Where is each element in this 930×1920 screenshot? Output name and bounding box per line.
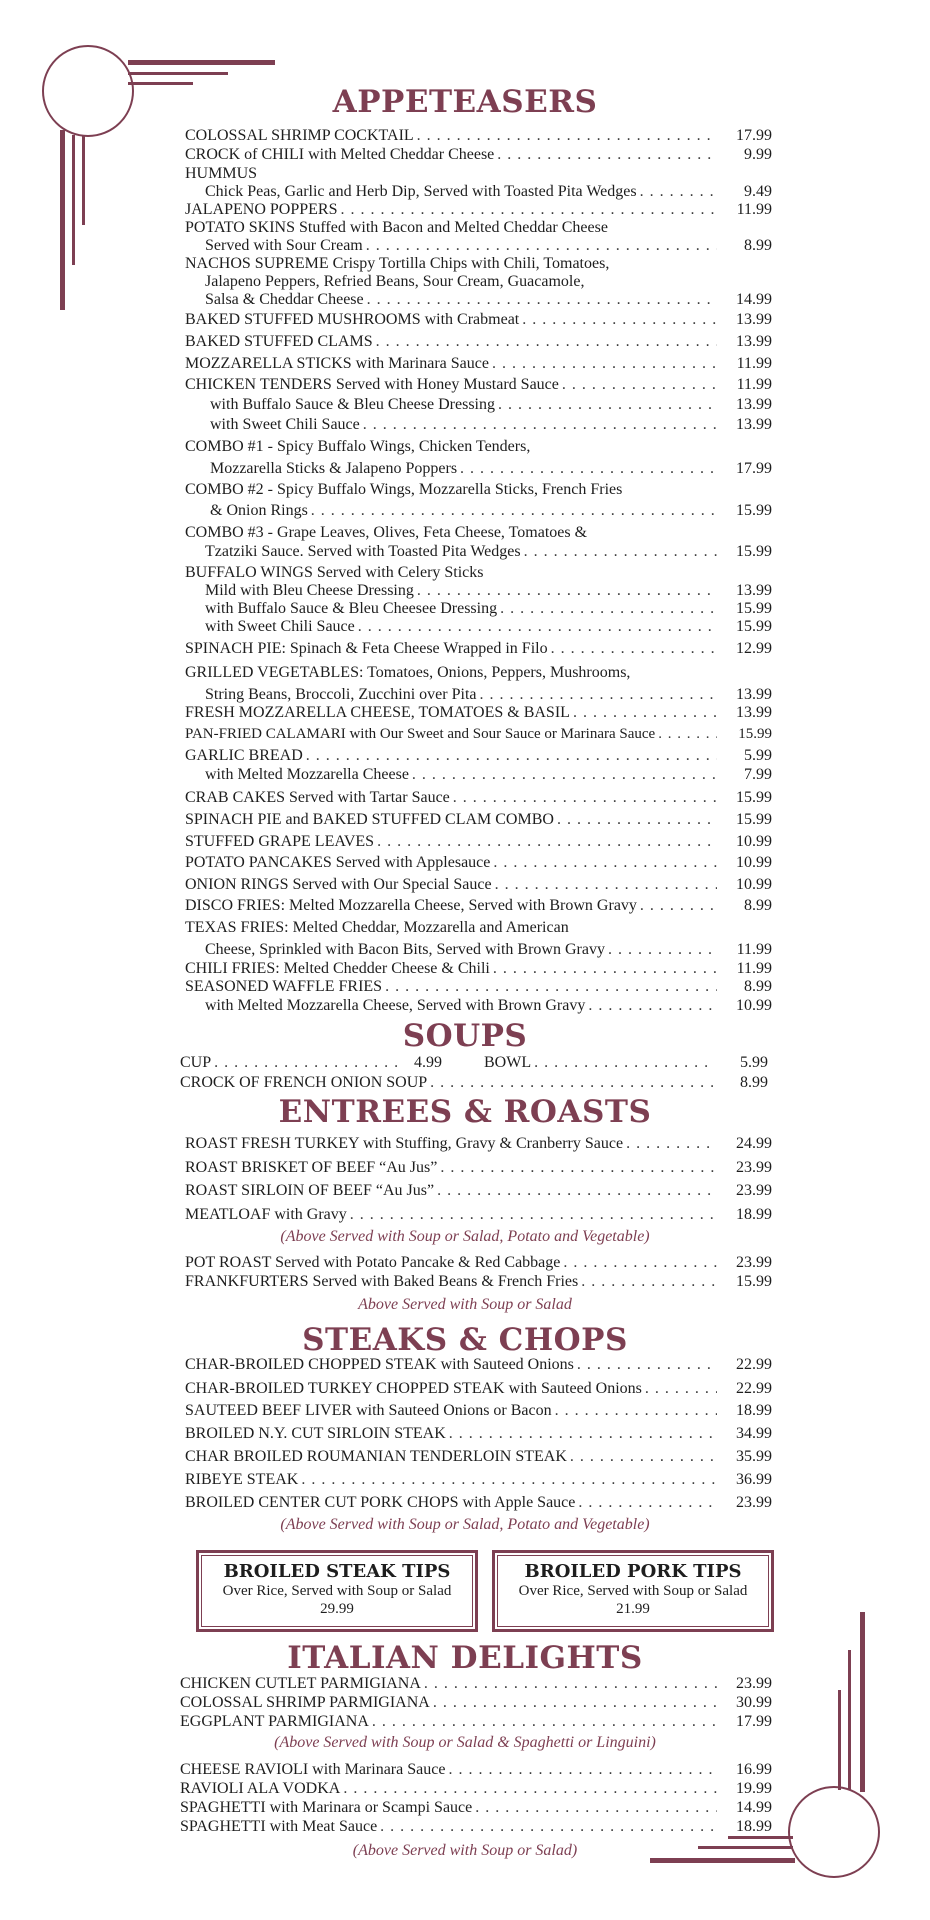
- menu-item: [185, 811, 772, 829]
- dot-leader: [497, 146, 717, 164]
- menu-item: [185, 1356, 772, 1374]
- dot-leader: [366, 237, 717, 255]
- dot-leader: [658, 725, 717, 743]
- menu-item: [205, 766, 772, 784]
- dot-leader: [495, 876, 717, 894]
- dot-leader: [557, 811, 717, 829]
- dot-leader: [417, 127, 717, 145]
- menu-item-price: 8.99: [744, 978, 772, 995]
- menu-item: [205, 183, 772, 201]
- menu-item: [185, 1402, 772, 1420]
- menu-item-name: POTATO PANCAKES Served with Applesauce: [185, 854, 491, 871]
- menu-item-price: 15.99: [736, 1273, 772, 1290]
- menu-item-name: ROAST SIRLOIN OF BEEF “Au Jus”: [185, 1182, 435, 1199]
- menu-item-name: GRILLED VEGETABLES: Tomatoes, Onions, Peppers, Mushrooms,: [185, 664, 631, 681]
- dot-leader: [449, 1425, 717, 1443]
- menu-item-price: 15.99: [736, 811, 772, 828]
- menu-item-price: 12.99: [736, 640, 772, 657]
- menu-item-name: COLOSSAL SHRIMP PARMIGIANA: [180, 1694, 430, 1711]
- entrees-note-2: Above Served with Soup or Salad: [358, 1296, 572, 1313]
- menu-item: [185, 1206, 772, 1224]
- dot-leader: [524, 543, 717, 561]
- menu-item-price: 8.99: [744, 237, 772, 254]
- menu-item-name: CHEESE RAVIOLI with Marinara Sauce: [180, 1761, 446, 1778]
- dot-leader: [522, 311, 717, 329]
- special-price: 21.99: [616, 1601, 650, 1617]
- menu-item-name: MEATLOAF with Gravy: [185, 1206, 347, 1223]
- menu-item-price: 23.99: [736, 1182, 772, 1199]
- dot-leader: [460, 460, 717, 478]
- dot-leader: [498, 396, 717, 414]
- menu-item-price: 15.99: [736, 600, 772, 617]
- menu-item: [185, 1254, 772, 1272]
- menu-item: [205, 941, 772, 959]
- menu-item-name: String Beans, Broccoli, Zucchini over Pita: [205, 686, 477, 703]
- ornament-line: [128, 72, 228, 75]
- menu-item: [185, 1425, 772, 1443]
- menu-item-name: with Buffalo Sauce & Bleu Cheesee Dressing: [205, 600, 498, 617]
- menu-item-name: COMBO #2 - Spicy Buffalo Wings, Mozzarella Sticks, French Fries: [185, 481, 623, 498]
- menu-item: [210, 416, 772, 434]
- menu-item: [180, 1780, 772, 1798]
- menu-item-price: 18.99: [736, 1402, 772, 1419]
- menu-item-name: TEXAS FRIES: Melted Cheddar, Mozzarella and American: [185, 919, 569, 936]
- dot-leader: [493, 960, 717, 978]
- menu-item-name: CHAR BROILED ROUMANIAN TENDERLOIN STEAK: [185, 1448, 567, 1465]
- menu-item: [185, 919, 569, 937]
- menu-item-name: COLOSSAL SHRIMP COCKTAIL: [185, 127, 414, 144]
- menu-item-name: ONION RINGS Served with Our Special Sauce: [185, 876, 492, 893]
- menu-item-price: 24.99: [736, 1135, 772, 1152]
- italian-note-1: (Above Served with Soup or Salad & Spaghetti or Linguini): [274, 1734, 656, 1751]
- menu-item: [185, 333, 772, 351]
- dot-leader: [367, 291, 717, 309]
- dot-leader: [555, 1402, 717, 1420]
- menu-item-name: STUFFED GRAPE LEAVES: [185, 833, 375, 850]
- menu-item-name: BAKED STUFFED CLAMS: [185, 333, 373, 350]
- dot-leader: [588, 997, 717, 1015]
- ornament-line: [128, 60, 275, 65]
- special-price: 29.99: [320, 1601, 354, 1617]
- dot-leader: [306, 747, 717, 765]
- entrees-note-1: (Above Served with Soup or Salad, Potato and Vegetable): [280, 1228, 650, 1245]
- menu-item: [205, 582, 772, 600]
- menu-item-name: NACHOS SUPREME Crispy Tortilla Chips with Chili, Tomatoes,: [185, 255, 610, 272]
- dot-leader: [448, 1761, 717, 1779]
- dot-leader: [578, 1494, 717, 1512]
- dot-leader: [311, 502, 717, 520]
- menu-item-price: 13.99: [736, 396, 772, 413]
- menu-item: [185, 1471, 772, 1489]
- ornament-circle: [788, 1786, 880, 1878]
- menu-item-name: CHILI FRIES: Melted Chedder Cheese & Chili: [185, 960, 490, 977]
- menu-item-name: with Buffalo Sauce & Bleu Cheese Dressing: [210, 396, 495, 413]
- menu-item-name: SAUTEED BEEF LIVER with Sauteed Onions or Bacon: [185, 1402, 552, 1419]
- dot-leader: [424, 1675, 717, 1693]
- menu-item-name: BAKED STUFFED MUSHROOMS with Crabmeat: [185, 311, 520, 328]
- soups-heading: SOUPS: [402, 1018, 528, 1054]
- menu-item-name: POTATO SKINS Stuffed with Bacon and Melted Cheddar Cheese: [185, 219, 608, 236]
- menu-item: [205, 291, 772, 309]
- menu-item-name: Served with Sour Cream: [205, 237, 363, 254]
- dot-leader: [492, 355, 717, 373]
- menu-item: [185, 1159, 772, 1177]
- menu-item-name: Mozzarella Sticks & Jalapeno Poppers: [210, 460, 458, 477]
- menu-item-name: Chick Peas, Garlic and Herb Dip, Served with Toasted Pita Wedges: [205, 183, 637, 200]
- menu-item-name: ROAST FRESH TURKEY with Stuffing, Gravy & Cranberry Sauce: [185, 1135, 624, 1152]
- menu-item: [185, 1182, 772, 1200]
- menu-item-name: with Sweet Chili Sauce: [205, 618, 355, 635]
- menu-item-name: with Melted Mozzarella Cheese, Served with Brown Gravy: [205, 997, 586, 1014]
- menu-item: [185, 747, 772, 765]
- dot-leader: [493, 854, 717, 872]
- appeteasers-heading: APPETEASERS: [332, 84, 598, 120]
- menu-item-price: 15.99: [738, 726, 772, 742]
- menu-item-name: FRANKFURTERS Served with Baked Beans & French Fries: [185, 1273, 579, 1290]
- soup-crock-row: [180, 1074, 768, 1092]
- menu-item-price: 35.99: [736, 1448, 772, 1465]
- dot-leader: [551, 640, 717, 658]
- menu-item: [185, 146, 772, 164]
- special-pork-tips: [492, 1550, 774, 1632]
- menu-item-price: 16.99: [736, 1761, 772, 1778]
- menu-item: [185, 897, 772, 915]
- ornament-line: [82, 135, 85, 225]
- menu-item-name: HUMMUS: [185, 165, 258, 182]
- menu-item: [185, 725, 772, 743]
- dot-leader: [377, 833, 717, 851]
- menu-item-price: 11.99: [736, 355, 772, 372]
- menu-item: [180, 1675, 772, 1693]
- menu-item: [205, 997, 772, 1015]
- special-title: BROILED PORK TIPS: [524, 1561, 742, 1582]
- menu-item: [180, 1799, 772, 1817]
- dot-leader: [372, 1713, 717, 1731]
- menu-item-price: 10.99: [736, 997, 772, 1014]
- menu-item: [205, 273, 584, 291]
- dot-leader: [350, 1206, 717, 1224]
- menu-item: [185, 1448, 772, 1466]
- menu-item-price: 23.99: [736, 1494, 772, 1511]
- menu-item-price: 8.99: [744, 897, 772, 914]
- dot-leader: [417, 582, 717, 600]
- menu-item-price: 18.99: [736, 1206, 772, 1223]
- menu-item: [185, 201, 772, 219]
- italian-heading: ITALIAN DELIGHTS: [287, 1640, 643, 1676]
- menu-item-price: 11.99: [736, 201, 772, 218]
- menu-item-price: 11.99: [736, 376, 772, 393]
- menu-item: [185, 255, 609, 273]
- soup-crock-label: CROCK OF FRENCH ONION SOUP: [180, 1074, 428, 1091]
- soup-bowl-label: BOWL: [484, 1054, 532, 1071]
- menu-item-name: SPAGHETTI with Marinara or Scampi Sauce: [180, 1799, 473, 1816]
- menu-item-price: 30.99: [736, 1694, 772, 1711]
- menu-item: [185, 127, 772, 145]
- italian-note-2: (Above Served with Soup or Salad): [352, 1842, 578, 1859]
- menu-item-price: 13.99: [736, 311, 772, 328]
- menu-item-price: 17.99: [736, 127, 772, 144]
- menu-item: [180, 1694, 772, 1712]
- ornament-line: [72, 135, 75, 265]
- menu-item-name: BROILED CENTER CUT PORK CHOPS with Apple Sauce: [185, 1494, 576, 1511]
- menu-item-name: GARLIC BREAD: [185, 747, 303, 764]
- menu-item: [185, 165, 257, 183]
- dot-leader: [577, 1356, 717, 1374]
- menu-item: [185, 876, 772, 894]
- menu-item-name: CHICKEN CUTLET PARMIGIANA: [180, 1675, 421, 1692]
- special-pork-tips-inner: [497, 1555, 769, 1627]
- entrees-heading: ENTREES & ROASTS: [278, 1094, 652, 1130]
- menu-item-name: BUFFALO WINGS Served with Celery Sticks: [185, 564, 484, 581]
- menu-item-name: EGGPLANT PARMIGIANA: [180, 1713, 369, 1730]
- menu-item-name: with Melted Mozzarella Cheese: [205, 766, 409, 783]
- dot-leader: [340, 201, 717, 219]
- menu-item-price: 18.99: [736, 1818, 772, 1835]
- dot-leader: [380, 1818, 717, 1836]
- menu-item: [205, 600, 772, 618]
- special-title: BROILED STEAK TIPS: [223, 1561, 451, 1582]
- menu-item-price: 10.99: [736, 833, 772, 850]
- soup-crock-price: 8.99: [740, 1074, 768, 1091]
- menu-item: [185, 355, 772, 373]
- soup-bowl-row: [484, 1054, 768, 1072]
- menu-item-price: 19.99: [736, 1780, 772, 1797]
- menu-item-price: 22.99: [736, 1356, 772, 1373]
- menu-item-price: 15.99: [736, 543, 772, 560]
- dot-leader: [343, 1780, 717, 1798]
- dot-leader: [376, 333, 717, 351]
- menu-item-name: RAVIOLI ALA VODKA: [180, 1780, 341, 1797]
- dot-leader: [640, 183, 717, 201]
- soup-cup-price: 4.99: [414, 1054, 442, 1071]
- menu-item-price: 5.99: [744, 747, 772, 764]
- menu-item: [180, 1713, 772, 1731]
- menu-item: [185, 960, 772, 978]
- dot-leader: [608, 941, 717, 959]
- menu-item-price: 7.99: [744, 766, 772, 783]
- menu-item: [185, 524, 587, 542]
- menu-item-price: 11.99: [736, 960, 772, 977]
- menu-item-name: CRAB CAKES Served with Tartar Sauce: [185, 789, 450, 806]
- menu-item-price: 14.99: [736, 291, 772, 308]
- soup-cup-row: [180, 1054, 442, 1072]
- menu-item-price: 23.99: [736, 1675, 772, 1692]
- menu-item-name: Jalapeno Peppers, Refried Beans, Sour Cream, Guacamole,: [205, 273, 585, 290]
- dot-leader: [440, 1159, 717, 1177]
- menu-item: [180, 1818, 772, 1836]
- menu-item: [205, 237, 772, 255]
- menu-item: [205, 543, 772, 561]
- menu-item-price: 9.99: [744, 146, 772, 163]
- menu-item-price: 15.99: [736, 502, 772, 519]
- menu-item-name: RIBEYE STEAK: [185, 1471, 299, 1488]
- menu-item-price: 13.99: [736, 704, 772, 721]
- menu-item-name: MOZZARELLA STICKS with Marinara Sauce: [185, 355, 489, 372]
- menu-item-name: FRESH MOZZARELLA CHEESE, TOMATOES & BASIL: [185, 704, 570, 721]
- special-steak-tips: [196, 1550, 478, 1632]
- dot-leader: [480, 686, 718, 704]
- menu-item-price: 13.99: [736, 333, 772, 350]
- dot-leader: [301, 1471, 717, 1489]
- dot-leader: [385, 978, 717, 996]
- dot-leader: [640, 897, 717, 915]
- menu-item-price: 13.99: [736, 686, 772, 703]
- soup-bowl-price: 5.99: [740, 1054, 768, 1071]
- menu-item-name: COMBO #3 - Grape Leaves, Olives, Feta Cheese, Tomatoes &: [185, 524, 588, 541]
- special-subtitle: Over Rice, Served with Soup or Salad: [222, 1583, 452, 1599]
- dot-leader: [573, 704, 717, 722]
- menu-item: [210, 396, 772, 414]
- special-steak-tips-inner: [201, 1555, 473, 1627]
- menu-item-name: with Sweet Chili Sauce: [210, 416, 360, 433]
- menu-item-name: COMBO #1 - Spicy Buffalo Wings, Chicken Tenders,: [185, 438, 531, 455]
- menu-item: [185, 704, 772, 722]
- dot-leader: [433, 1694, 717, 1712]
- menu-item: [185, 438, 530, 456]
- menu-item-price: 15.99: [736, 789, 772, 806]
- menu-item-name: CHAR-BROILED CHOPPED STEAK with Sauteed Onions: [185, 1356, 574, 1373]
- menu-item: [185, 1135, 772, 1153]
- menu-item-price: 9.49: [744, 183, 772, 200]
- menu-item-price: 17.99: [736, 460, 772, 477]
- menu-item: [185, 1494, 772, 1512]
- menu-item: [185, 564, 484, 582]
- dot-leader: [412, 766, 717, 784]
- menu-item-name: DISCO FRIES: Melted Mozzarella Cheese, Served with Brown Gravy: [185, 897, 637, 914]
- ornament-line: [860, 1612, 865, 1792]
- menu-item: [185, 1273, 772, 1291]
- menu-item-name: POT ROAST Served with Potato Pancake & Red Cabbage: [185, 1254, 561, 1271]
- menu-item-name: & Onion Rings: [210, 502, 308, 519]
- menu-item-price: 11.99: [736, 941, 772, 958]
- menu-item: [185, 376, 772, 394]
- menu-item-name: JALAPENO POPPERS: [185, 201, 338, 218]
- menu-item: [185, 481, 622, 499]
- dot-leader: [562, 376, 717, 394]
- menu-item-price: 10.99: [736, 876, 772, 893]
- menu-item-name: PAN-FRIED CALAMARI with Our Sweet and Sour Sauce or Marinara Sauce: [185, 726, 656, 742]
- menu-item: [210, 460, 772, 478]
- menu-item-name: Salsa & Cheddar Cheese: [205, 291, 364, 308]
- dot-leader: [500, 600, 717, 618]
- menu-item-price: 13.99: [736, 416, 772, 433]
- menu-item: [185, 854, 772, 872]
- ornament-line: [728, 1836, 793, 1839]
- menu-item: [210, 502, 772, 520]
- menu-item: [185, 311, 772, 329]
- menu-item-price: 23.99: [736, 1159, 772, 1176]
- ornament-line: [60, 130, 65, 310]
- menu-item-name: CROCK of CHILI with Melted Cheddar Cheese: [185, 146, 495, 163]
- menu-item: [205, 618, 772, 636]
- menu-item-price: 14.99: [736, 1799, 772, 1816]
- menu-item-name: Mild with Bleu Cheese Dressing: [205, 582, 414, 599]
- menu-item-name: SPINACH PIE: Spinach & Feta Cheese Wrapped in Filo: [185, 640, 548, 657]
- menu-item-price: 15.99: [736, 618, 772, 635]
- soup-cup-label: CUP: [180, 1054, 212, 1071]
- dot-leader: [363, 416, 717, 434]
- dot-leader: [570, 1448, 717, 1466]
- menu-item-name: BROILED N.Y. CUT SIRLOIN STEAK: [185, 1425, 446, 1442]
- menu-item-name: SPINACH PIE and BAKED STUFFED CLAM COMBO: [185, 811, 554, 828]
- menu-item-price: 10.99: [736, 854, 772, 871]
- menu-item-name: CHICKEN TENDERS Served with Honey Mustard Sauce: [185, 376, 559, 393]
- menu-item-name: SPAGHETTI with Meat Sauce: [180, 1818, 378, 1835]
- dot-leader: [358, 618, 717, 636]
- menu-item: [185, 219, 608, 237]
- dot-leader: [453, 789, 717, 807]
- menu-item: [185, 789, 772, 807]
- menu-item-price: 34.99: [736, 1425, 772, 1442]
- dot-leader: [475, 1799, 717, 1817]
- menu-item: [185, 664, 630, 682]
- menu-item: [185, 1380, 772, 1398]
- menu-item: [185, 978, 772, 996]
- menu-item-name: SEASONED WAFFLE FRIES: [185, 978, 383, 995]
- dot-leader: [563, 1254, 717, 1272]
- dot-leader: [437, 1182, 717, 1200]
- steaks-note: (Above Served with Soup or Salad, Potato and Vegetable): [280, 1516, 650, 1533]
- menu-item: [180, 1761, 772, 1779]
- dot-leader: [626, 1135, 717, 1153]
- menu-item-name: Cheese, Sprinkled with Bacon Bits, Served with Brown Gravy: [205, 941, 605, 958]
- menu-item: [205, 686, 772, 704]
- menu-item-price: 23.99: [736, 1254, 772, 1271]
- menu-item-price: 13.99: [736, 582, 772, 599]
- menu-item-price: 17.99: [736, 1713, 772, 1730]
- menu-item: [185, 833, 772, 851]
- dot-leader: [581, 1273, 717, 1291]
- menu-item-price: 22.99: [736, 1380, 772, 1397]
- menu-item: [185, 640, 772, 658]
- steaks-heading: STEAKS & CHOPS: [302, 1322, 628, 1358]
- menu-item-name: ROAST BRISKET OF BEEF “Au Jus”: [185, 1159, 438, 1176]
- special-subtitle: Over Rice, Served with Soup or Salad: [518, 1583, 748, 1599]
- menu-item-price: 36.99: [736, 1471, 772, 1488]
- menu-item-name: CHAR-BROILED TURKEY CHOPPED STEAK with Sauteed Onions: [185, 1380, 642, 1397]
- menu-item-name: Tzatziki Sauce. Served with Toasted Pita Wedges: [205, 543, 521, 560]
- dot-leader: [645, 1380, 717, 1398]
